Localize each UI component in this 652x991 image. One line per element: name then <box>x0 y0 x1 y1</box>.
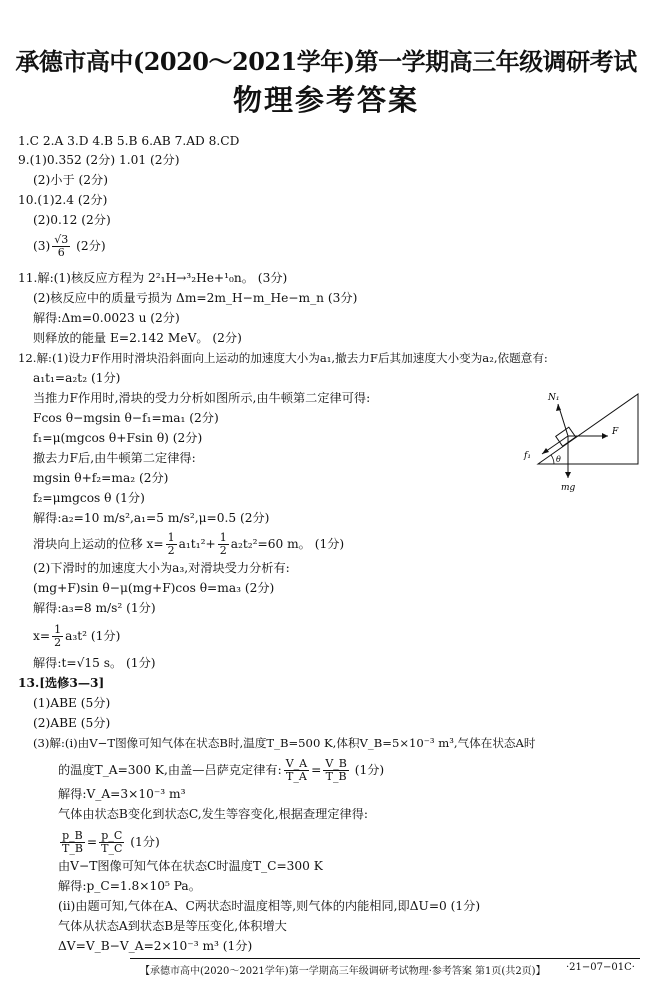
answer-line: $\frac{p\_B}{T\_B}$ = $\frac{p\_C}{T\_C}$ (1分) <box>62 829 160 855</box>
applied-force-label: F <box>612 427 619 437</box>
part-label: (3) <box>33 239 51 253</box>
answer-line: 解得:a₃=8 m/s² (1分) <box>33 601 156 615</box>
answer-line: 气体从状态A到状态B是等压变化,体积增大 <box>58 919 287 933</box>
numerator: 1 <box>54 623 62 636</box>
angle-arc <box>551 455 554 464</box>
fraction <box>60 830 85 855</box>
answer-line: 11.解:(1)核反应方程为 2²₁H→³₂He+¹₀n。 (3分) <box>18 271 288 285</box>
equation-text: 的温度T_A=300 K,由盖—吕萨克定律有: <box>58 763 282 777</box>
friction-label: f₁ <box>524 451 531 461</box>
answer-key-title: 物理参考答案 <box>232 83 419 117</box>
incline-shape <box>538 394 638 464</box>
equation-text: a₃t² (1分) <box>65 629 121 643</box>
exam-title: 承德市高中(2020～2021学年)第一学期高三年级调研考试 <box>15 47 637 76</box>
answer-line: ΔV=V_B−V_A=2×10⁻³ m³ (1分) <box>58 939 253 953</box>
score: (2分) <box>76 239 106 253</box>
fraction <box>218 532 229 557</box>
answer-line: (2)ABE (5分) <box>33 716 111 730</box>
fraction <box>52 624 63 649</box>
answer-line: 当推力F作用时,滑块的受力分析如图所示,由牛顿第二定律可得: <box>33 391 371 405</box>
arrowhead-icon <box>565 472 571 478</box>
answer-line: 气体由状态B变化到状态C,发生等容变化,根据查理定律得: <box>58 807 369 821</box>
normal-force-label: N₁ <box>548 393 560 403</box>
denominator: T_C <box>101 842 123 855</box>
equation-text: x= <box>33 629 51 643</box>
equation-text: 滑块向上运动的位移 x= <box>33 537 164 551</box>
answer-line: (1)ABE (5分) <box>33 696 111 710</box>
answer-line: 解得:a₂=10 m/s²,a₁=5 m/s²,μ=0.5 (2分) <box>33 511 270 525</box>
answer-line <box>33 234 106 259</box>
gravity-label: mg <box>561 483 576 493</box>
numerator: 1 <box>167 531 175 544</box>
answer-line <box>33 532 344 557</box>
section-heading: 13.[选修3—3] <box>18 676 105 690</box>
numerator: 1 <box>219 531 227 544</box>
answer-line: 12.解:(1)设力F作用时滑块沿斜面向上运动的加速度大小为a₁,撤去力F后其加速度大小变为a₂,依题意有: <box>18 351 548 365</box>
fraction <box>284 758 309 783</box>
equation-text: a₁t₁²+ <box>178 537 216 551</box>
footer-code: ·21−07−01C· <box>566 962 635 973</box>
answer-line: 解得:p_C=1.8×10⁵ Pa。 <box>58 879 201 893</box>
arrowhead-icon <box>542 448 549 454</box>
answer-line: (2)0.12 (2分) <box>33 213 111 227</box>
denominator: 2 <box>219 544 227 557</box>
answer-line: (2)下滑时的加速度大小为a₃,对滑块受力分析有: <box>33 561 290 575</box>
denominator: 2 <box>167 544 175 557</box>
answer-line: 的温度T_A=300 K,由盖—吕萨克定律有: $\frac{V\_A}{T\_A}$ = $\frac{V\_B}{T\_B}$ (1分) <box>58 757 385 783</box>
answer-line: f₁=μ(mgcos θ+Fsin θ) (2分) <box>33 431 203 445</box>
footer-text: 【承德市高中(2020～2021学年)第一学期高三年级调研考试物理·参考答案 第1页(共2页)】 <box>140 966 546 977</box>
answer-line: f₂=μmgcos θ (1分) <box>33 491 145 505</box>
fraction <box>323 758 349 783</box>
answer-line: (ⅱ)由题可知,气体在A、C两状态时温度相等,则气体的内能相同,即ΔU=0 (1分) <box>58 899 481 913</box>
answer-line: (2)小于 (2分) <box>33 173 108 187</box>
fraction <box>52 234 70 259</box>
answer-line: 由V−T图像可知气体在状态C时温度T_C=300 K <box>58 859 323 873</box>
answer-line: 9.(1)0.352 (2分) 1.01 (2分) <box>18 153 180 167</box>
numerator: p_C <box>99 830 124 843</box>
answer-line: (3)解:(ⅰ)由V−T图像可知气体在状态B时,温度T_B=500 K,体积V_B=5×10⁻³ m³,气体在状态A时 <box>33 736 536 750</box>
angle-label: θ <box>556 455 561 464</box>
answer-line: (mg+F)sin θ−μ(mg+F)cos θ=ma₃ (2分) <box>33 581 275 595</box>
numerator: V_A <box>285 757 308 770</box>
answer-line: a₁t₁=a₂t₂ (1分) <box>33 371 121 385</box>
answer-line: 10.(1)2.4 (2分) <box>18 193 108 207</box>
equation-text: a₂t₂²=60 m。 (1分) <box>230 537 345 551</box>
numerator: V_B <box>325 757 347 770</box>
footer-divider <box>130 958 640 959</box>
arrowhead-icon <box>556 404 561 411</box>
incline-force-diagram <box>520 382 645 494</box>
denominator: 6 <box>57 246 65 259</box>
numerator: √3 <box>54 233 69 246</box>
answer-line: 则释放的能量 E=2.142 MeV。 (2分) <box>33 331 242 345</box>
fraction <box>99 830 124 855</box>
answer-line: 解得:t=√15 s。 (1分) <box>33 656 156 670</box>
numerator: p_B <box>60 830 85 843</box>
fraction <box>166 532 177 557</box>
score: (1分) <box>130 835 160 849</box>
answer-line: 解得:Δm=0.0023 u (2分) <box>33 311 180 325</box>
answer-line <box>33 624 120 649</box>
denominator: T_B <box>62 842 83 855</box>
answer-line: 1.C 2.A 3.D 4.B 5.B 6.AB 7.AD 8.CD <box>18 134 240 148</box>
denominator: 2 <box>54 636 62 649</box>
answer-line: (2)核反应中的质量亏损为 Δm=2m_H−m_He−m_n (3分) <box>33 291 358 305</box>
answer-line: Fcos θ−mgsin θ−f₁=ma₁ (2分) <box>33 411 219 425</box>
answer-line: 解得:V_A=3×10⁻³ m³ <box>58 787 186 801</box>
answer-line: 撤去力F后,由牛顿第二定律得: <box>33 451 196 465</box>
denominator: T_B <box>325 770 347 783</box>
denominator: T_A <box>286 770 307 783</box>
answer-line: mgsin θ+f₂=ma₂ (2分) <box>33 471 169 485</box>
arrowhead-icon <box>602 433 608 439</box>
score: (1分) <box>354 763 385 777</box>
